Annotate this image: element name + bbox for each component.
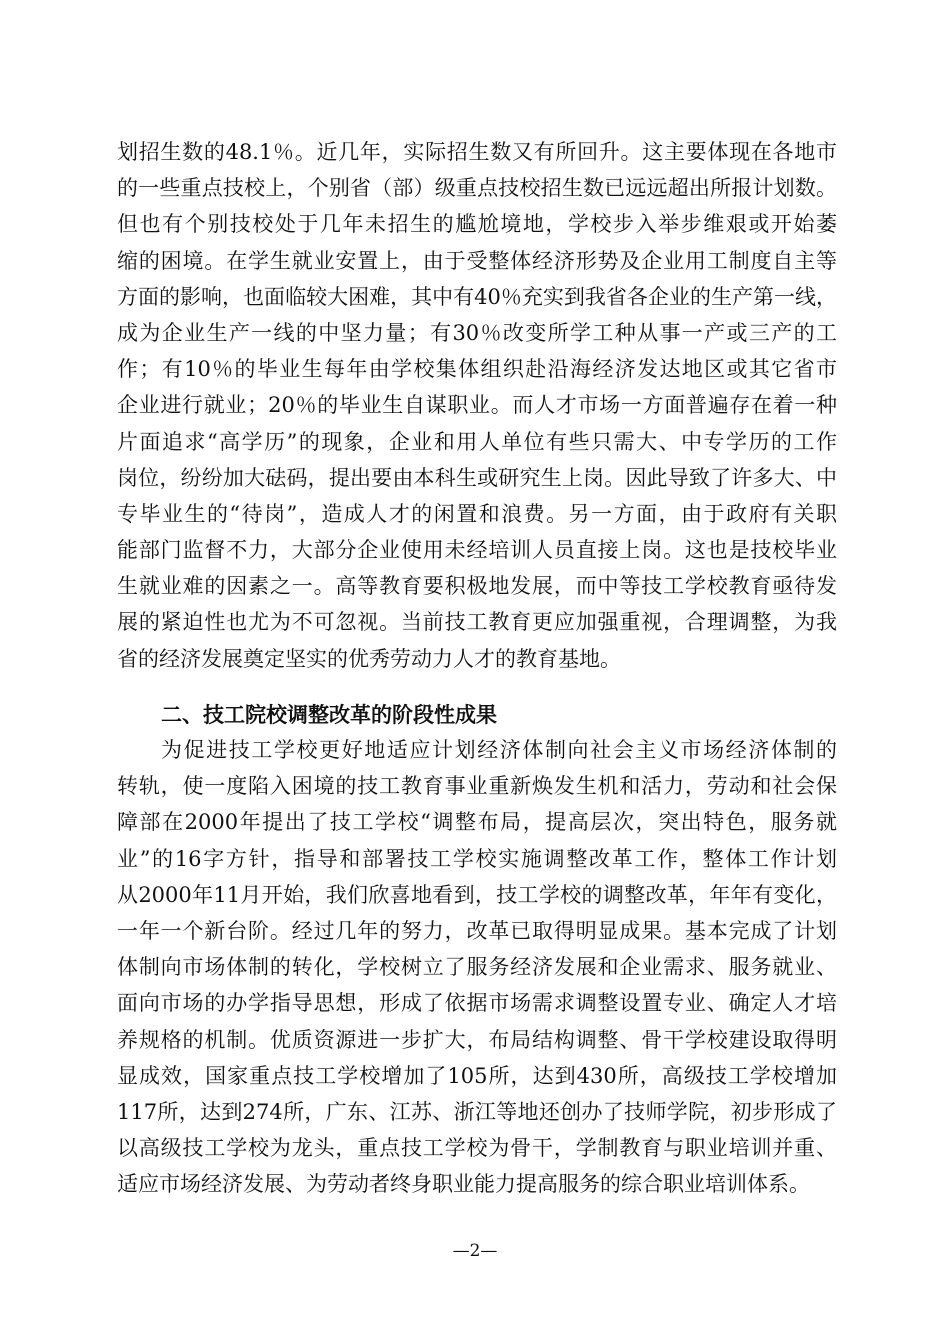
- text-line: 生就业难的因素之一。高等教育要积极地发展，而中等技工学校教育亟待发: [117, 574, 837, 599]
- text-line: 为促进技工学校更好地适应计划经济体制向社会主义市场经济体制的: [161, 738, 837, 762]
- text-line: 企业进行就业；20％的毕业生自谋职业。而人才市场一方面普遍存在着一种: [117, 393, 837, 418]
- text-line: 适应市场经济发展、为劳动者终身职业能力提高服务的综合职业培训体系。: [117, 1172, 810, 1197]
- text-line: 但也有个别技校处于几年未招生的尴尬境地，学校步入举步维艰或开始萎: [117, 212, 837, 237]
- text-line: 作；有10％的毕业生每年由学校集体组织赴沿海经济发达地区或其它省市: [117, 357, 837, 382]
- text-line: 能部门监督不力，大部分企业使用未经培训人员直接上岗。这也是技校毕业: [117, 538, 837, 563]
- text-line: 片面追求“高学历”的现象，企业和用人单位有些只需大、中专学历的工作: [117, 429, 837, 454]
- text-line: 划招生数的48.1％。近几年，实际招生数又有所回升。这主要体现在各地市: [117, 140, 837, 164]
- page-number: —2—: [452, 1241, 498, 1261]
- paragraph-2: [117, 732, 837, 1202]
- text-line: 业”的16字方针，指导和部署技工学校实施调整改革工作，整体工作计划: [117, 846, 837, 871]
- text-line: 显成效，国家重点技工学校增加了105所，达到430所，高级技工学校增加: [117, 1063, 837, 1088]
- text-line: 省的经济发展奠定坚实的优秀劳动力人才的教育基地。: [117, 646, 621, 671]
- text-line: 的一些重点技校上，个别省（部）级重点技校招生数已远远超出所报计划数。: [117, 176, 837, 201]
- text-line: 岗位，纷纷加大砝码，提出要由本科生或研究生上岗。因此导致了许多大、中: [117, 465, 837, 490]
- text-line: 面向市场的办学指导思想，形成了依据市场需求调整设置专业、确定人才培: [117, 991, 837, 1016]
- text-line: 缩的困境。在学生就业安置上，由于受整体经济形势及企业用工制度自主等: [117, 248, 837, 273]
- text-line: 成为企业生产一线的中坚力量；有30％改变所学工种从事一产或三产的工: [117, 320, 837, 345]
- text-line: 方面的影响，也面临较大困难，其中有40％充实到我省各企业的生产第一线，: [117, 284, 837, 309]
- text-line: 体制向市场体制的转化，学校树立了服务经济发展和企业需求、服务就业、: [117, 955, 837, 980]
- text-line: 一年一个新台阶。经过几年的努力，改革已取得明显成果。基本完成了计划: [117, 918, 837, 943]
- paragraph-1: [117, 134, 837, 677]
- text-line: 展的紧迫性也尤为不可忽视。当前技工教育更应加强重视，合理调整，为我: [117, 610, 837, 635]
- text-line: 障部在2000年提出了技工学校“调整布局，提高层次，突出特色，服务就: [117, 810, 837, 835]
- section-heading: 二、技工院校调整改革的阶段性成果: [161, 703, 497, 727]
- text-line: 转轨，使一度陷入困境的技工教育事业重新焕发生机和活力，劳动和社会保: [117, 774, 837, 799]
- text-line: 从2000年11月开始，我们欣喜地看到，技工学校的调整改革，年年有变化，: [117, 882, 837, 907]
- text-line: 养规格的机制。优质资源进一步扩大，布局结构调整、骨干学校建设取得明: [117, 1027, 837, 1052]
- text-line: 专毕业生的“待岗”，造成人才的闲置和浪费。另一方面，由于政府有关职: [117, 501, 837, 526]
- text-line: 117所，达到274所，广东、江苏、浙江等地还创办了技师学院，初步形成了: [117, 1099, 837, 1124]
- text-line: 以高级技工学校为龙头，重点技工学校为骨干，学制教育与职业培训并重、: [117, 1136, 837, 1161]
